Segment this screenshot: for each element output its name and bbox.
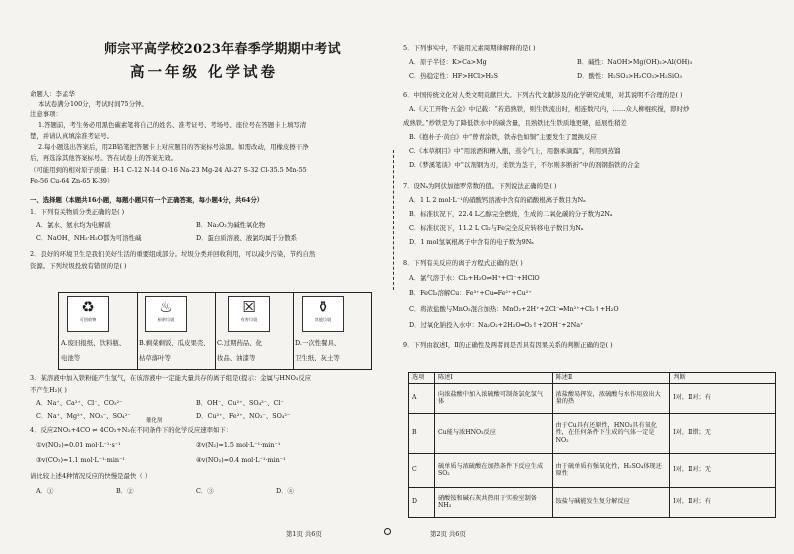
note-2: 2.每小题选出答案后，用2B铅笔把答题卡上对应题目的答案标号涂黑。如需改动，用橡皮擦干净 — [38, 143, 309, 151]
q4-ask: 请比较上述4种情况反应的快慢是最快（ ） — [30, 472, 152, 480]
bin-item-a: A.废旧报纸、饮料瓶、 — [61, 339, 126, 347]
table-cell: D — [409, 487, 435, 517]
question-2-cont: 资源。下列垃圾投放有错误的是( ) — [30, 262, 127, 270]
atomic-masses-cont: Fe-56 Cu-64 Zn-65 K-39） — [30, 177, 114, 185]
section-heading: 一、选择题（本题共16小题，每题小题只有一个正确答案，每小题4分，共64分） — [30, 196, 264, 204]
note-2-cont: 后，再选涂其他答案标号。答在试卷上的答案无效。 — [30, 154, 177, 162]
fold-line — [393, 150, 394, 290]
bin-label: 厨余垃圾 — [157, 317, 175, 322]
question-6: 6．中国传统文化对人类文明贡献巨大。下列古代文献涉及的化学研究成果，对其说明不合理的是( ) — [403, 91, 683, 99]
table-cell: Ⅰ对，Ⅱ对；有 — [670, 487, 776, 517]
page-footer: 第2页 共6页 — [430, 530, 466, 538]
table-cell: Ⅰ对，Ⅱ错；无 — [670, 413, 776, 453]
q8-option-d: D．过氧化钠投入水中：Na₂O₂+2H₂O═O₂↑+2OH⁻+2Na⁺ — [409, 321, 584, 329]
statement-comparison-table — [408, 372, 776, 518]
table-header-row — [409, 373, 776, 384]
question-5: 5．下列事实中，不能用元素周期律解释的是( ) — [403, 44, 536, 52]
question-9: 9．下列由叙述Ⅰ，Ⅱ的正确性及两者间是否具有因果关系的判断正确的是( ) — [403, 341, 613, 349]
q7-option-b: B．标准状况下，22.4 L乙醇完全燃烧，生成的二氧化碳的分子数为2Nₐ — [409, 210, 613, 218]
note-1-cont: 楚，并请认真填涂准考证号。 — [30, 132, 114, 140]
q3-option-c: C．Na⁺、Mg²⁺、NO₃⁻、SO₄²⁻ — [36, 412, 131, 420]
recycle-bin — [67, 296, 109, 332]
atomic-masses: （可能用到的相对原子质量：H-1 C-12 N-14 O-16 Na-23 Mg-24 Al-27 S-32 Cl-35.5 Mn-55 — [30, 166, 307, 174]
q4-rate-2: ②v(N₂)=1.5 mol·L⁻¹·min⁻¹ — [196, 441, 281, 449]
bin-item-b-cont: 枯草落叶等 — [139, 354, 171, 362]
table-cell: 硫单质与浓硫酸在加热条件下反应生成SO₂ — [434, 453, 552, 487]
q6-option-d: D.《梦溪笔谈》中“以剂钢为刃，柔铁为茎干，不尔则多断折”中的剂钢指铁的合金 — [409, 161, 640, 169]
hazardous-waste-bin — [228, 296, 270, 332]
question-1: 1．下列有关物质分类正确的是( ) — [30, 208, 125, 216]
kitchen-waste-bin — [145, 296, 187, 332]
q4-rate-1: ①v(NO₂)=0.01 mol·L⁻¹·s⁻¹ — [36, 441, 121, 449]
q7-option-c: C．标准状况下，11.2 L Cl₂与Fe完全反应转移电子数目为Nₐ — [409, 224, 584, 232]
page-footer: 第1页 共6页 — [286, 530, 322, 538]
q1-option-c: C．NaOH、NH₃·H₂O都为可溶性碱 — [36, 234, 142, 242]
bin-item-d: D.一次性餐具、 — [295, 339, 341, 347]
recycle-icon: ♻ — [81, 298, 95, 316]
table-cell: Cu能与浓HNO₃反应 — [434, 413, 552, 453]
exam-subtitle: 高一年级 化学试卷 — [130, 64, 279, 81]
q8-option-c: C．将浓盐酸与MnO₂混合加热：MnO₂+2H⁺+2Cl⁻═Mn²⁺+Cl₂↑+H₂O — [409, 305, 619, 313]
table-row — [409, 383, 776, 413]
table-header: 陈述Ⅰ — [434, 373, 552, 384]
note-1: 1.答题前，考生务必用黑色碳素笔将自己的姓名、准考证号、考场号、座位号在答题卡上填写清 — [38, 121, 307, 129]
kitchen-waste-icon: ♨ — [159, 298, 173, 316]
question-4: 4．反应2NO₂+4CO ⇌ 4CO₂+N₂在不同条件下的化学反应速率如下： — [30, 426, 233, 434]
binding-hole-icon — [384, 528, 391, 535]
q5-option-d: D．酸性：H₂SO₃>H₂CO₃>H₂SiO₃ — [577, 72, 682, 80]
q7-option-d: D．1 mol氢氧根离子中含有的电子数为9Nₐ — [409, 238, 534, 246]
q6-option-a: A.《天工开物·五金》中记载：“若造熟铁，则生铁流出时，相连数尺内，……众人柳棍疾搅，即时炒 — [409, 105, 690, 113]
table-header: 陈述Ⅱ — [552, 373, 670, 384]
question-7: 7．设Nₐ为阿伏加德罗常数的值。下列说法正确的是( ) — [403, 182, 557, 190]
bin-label: 有害垃圾 — [240, 317, 258, 322]
table-cell: 硝酸铵和碱石灰共热用于实验室制备NH₃ — [434, 487, 552, 517]
q4-rate-3: ③v(CO₂)=1.1 mol·L⁻¹·min⁻¹ — [36, 456, 125, 464]
table-cell: B — [409, 413, 435, 453]
table-row — [409, 453, 776, 487]
table-cell: 向浓盐酸中加入浓硫酸可制备氯化氢气体 — [434, 383, 552, 413]
table-header: 判断 — [670, 373, 776, 384]
table-cell: Ⅰ对，Ⅱ对；无 — [670, 453, 776, 487]
q4-option-c: C．③ — [196, 487, 214, 495]
question-3-cont: 不产生H₂)( ) — [30, 386, 67, 394]
table-row — [409, 413, 776, 453]
q4-option-a: A．① — [36, 487, 54, 495]
q1-option-b: B．Na₂O₂为碱性氧化物 — [196, 221, 266, 229]
catalyst-label: 催化剂 — [146, 418, 163, 424]
q4-option-b: B．② — [116, 487, 134, 495]
q5-option-c: C．热稳定性：HF>HCl>H₂S — [409, 72, 498, 80]
q1-option-a: A．氯水、氨水均为电解质 — [36, 221, 111, 229]
q3-option-d: D．Cu²⁺、Fe²⁺、NO₃⁻、SO₄²⁻ — [196, 412, 291, 420]
exam-title: 师宗平高学校2023年春季学期期中考试 — [104, 42, 341, 57]
table-cell: C — [409, 453, 435, 487]
table-row — [409, 487, 776, 517]
q4-rate-4: ④v(NO₂)=0.4 mol·L⁻¹·min⁻¹ — [196, 456, 286, 464]
bin-item-a-cont: 电池等 — [61, 354, 81, 362]
q6-option-a-cont: 成熟铁。”炒铁是为了降低铁水中的碳含量，且熟铁比生铁质地更硬，延展性稍差 — [403, 119, 627, 127]
q8-option-b: B．FeCl₃溶解Cu：Fe³⁺+Cu═Fe²⁺+Cu²⁺ — [409, 289, 532, 297]
q6-option-b: B.《抱朴子·黄白》中“曾青涂铁，铁赤色如铜”主要发生了置换反应 — [409, 133, 597, 141]
q6-option-c: C.《本草纲目》中“用浓酒和糟入甑，蒸令气上，用器承滴露”，利用到蒸馏 — [409, 147, 621, 155]
q3-option-a: A．Na⁺、Ca²⁺、Cl⁻、CO₃²⁻ — [36, 399, 123, 407]
table-header: 选项 — [409, 373, 435, 384]
exam-instructions: 本试卷满分100分，考试时间75分钟。 — [38, 100, 148, 108]
notes-title: 注意事项： — [30, 110, 62, 118]
table-cell: A — [409, 383, 435, 413]
question-2: 2．良好的环境卫生是我们美好生活的重要组成部分。垃圾分类并回收利用，可以减少污染，节约自然 — [30, 250, 316, 258]
hazardous-waste-icon: ☒ — [242, 298, 256, 316]
bin-label: 其他垃圾 — [314, 317, 332, 322]
exam-author: 命题人：李孟华 — [30, 90, 75, 98]
table-cell: Ⅰ对，Ⅱ对；有 — [670, 383, 776, 413]
bin-label: 可回收物 — [79, 317, 97, 322]
other-waste-bin — [302, 296, 344, 332]
q4-option-d: D．④ — [276, 487, 294, 495]
q5-option-a: A．原子半径：K>Ca>Mg — [409, 58, 487, 66]
q5-option-b: B．碱性：NaOH>Mg(OH)₂>Al(OH)₃ — [577, 58, 693, 66]
bin-item-c-cont: 妆品、油漆等 — [217, 354, 256, 362]
question-3: 3．某溶液中加入铁粉能产生氢气，在该溶液中一定能大量共存的离子组是(提示：金属与HNO₃反应 — [30, 374, 312, 382]
table-cell: 由于硫单质有强氧化性，H₂SO₄体现还原性 — [552, 453, 670, 487]
table-cell: 铵盐与碱能发生复分解反应 — [552, 487, 670, 517]
table-cell: 由于Cu具有还原性，HNO₃具有氧化性，在任何条件下生成的气体一定是NO₂ — [552, 413, 670, 453]
q7-option-a: A．1 L 2 mol·L⁻¹的硝酸钙溶液中含有的硝酸根离子数目为Nₐ — [409, 196, 586, 204]
bin-item-b: B.剩菜剩饭、瓜皮果壳、 — [139, 339, 210, 347]
q8-option-a: A．氯气溶于水：Cl₂+H₂O⇌H⁺+Cl⁻+HClO — [409, 274, 540, 282]
bin-item-c: C.过期药品、化 — [217, 339, 263, 347]
other-waste-icon: ⚱ — [316, 298, 330, 316]
table-cell: 浓盐酸易挥发，浓硫酸与水作用放出大量的热 — [552, 383, 670, 413]
bin-item-d-cont: 卫生纸、灰土等 — [295, 354, 340, 362]
question-8: 8．下列有关反应的离子方程式正确的是( ) — [403, 259, 523, 267]
q3-option-b: B．OH⁻、Cu²⁺、SO₄²⁻、Cl⁻ — [196, 399, 284, 407]
q1-option-d: D．蛋白质溶液、液氯均属于分散系 — [196, 234, 297, 242]
